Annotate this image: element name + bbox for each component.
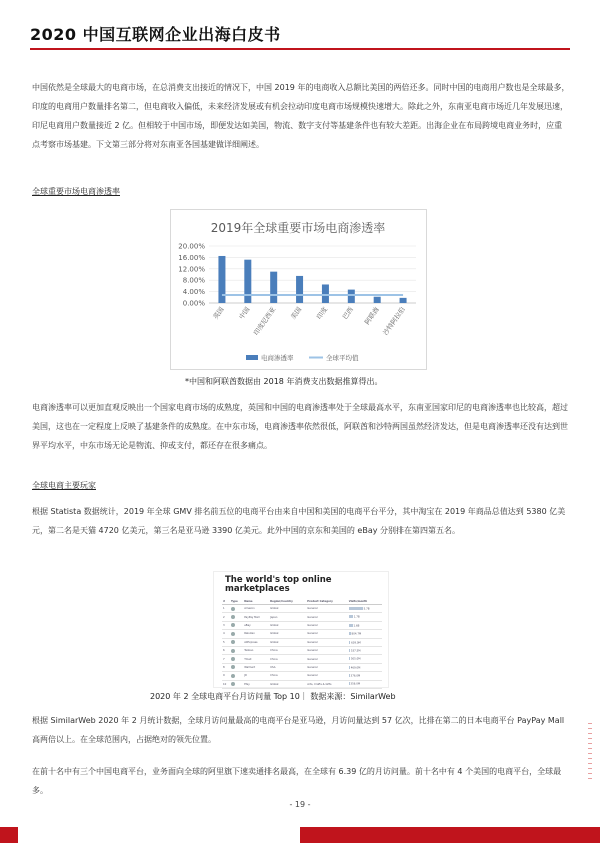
marketplaces-cell: General [306,605,348,613]
marketplace-visits-value: 376.0M [349,674,361,678]
marketplace-logo-icon [231,682,235,686]
legend-swatch-penetration [246,355,258,360]
paragraph-monthly-visits: 根据 SimilarWeb 2020 年 2 月统计数据，全球月访问量最高的电商平台是亚马逊，月访问量达到 57 亿次，比排在第二的日本电商平台 PayPay Mall 高两倍以上。在全球范围内，占据绝对的领先位置。 [32,716,565,744]
section-title-penetration: 全球重要市场电商渗透率 [32,187,120,196]
marketplaces-table-row [222,621,382,629]
marketplaces-cell: 2 [222,613,230,621]
marketplaces-cell: General [306,613,348,621]
marketplace-type-icon-cell [230,605,243,613]
marketplaces-cell [348,605,382,613]
chart-y-tick-label: 8.00% [182,276,205,285]
marketplaces-cell: General [306,630,348,638]
marketplaces-cell [348,672,382,680]
marketplaces-cell [348,638,382,646]
chart-footnote: *中国和阿联酋数据由 2018 年消费支出数据推算得出。 [185,377,383,386]
marketplaces-table-row [222,680,382,688]
chart-y-tick-label: 12.00% [178,265,205,274]
footer-bar-right [300,827,600,843]
marketplaces-header-cell: Type [230,598,243,605]
table-caption: 2020 年 2 全球电商平台月访问量 Top 10｜ 数据来源：SimilarWeb [150,692,396,701]
marketplaces-table-row [222,613,382,621]
marketplace-visits-value: 804.7M [350,632,362,636]
marketplace-type-icon-cell [230,663,243,671]
marketplaces-table-title [225,576,332,594]
chart-bar [348,290,355,303]
marketplace-type-icon-cell [230,655,243,663]
paragraph-penetration-analysis: 电商渗透率可以更加直观反映出一个国家电商市场的成熟度，英国和中国的电商渗透率处于全球最高水平，东南亚国家印尼的电商渗透率也比较高，超过美国，这也在一定程度上反映了基建条件的成熟度。在中东市场，电商渗透率依然很低，阿联酋和沙特两国虽然经济发达，但是电商渗透率还没有达到世界平均水平，中东市场无论是物流、抑或支付，都还存在很多痛点。 [32,403,568,450]
marketplaces-cell: Global [269,638,306,646]
legend-label-average: 全球平均值 [326,354,359,362]
marketplaces-cell: Rakuten [243,630,269,638]
marketplaces-cell [348,646,382,654]
marketplaces-table-row [222,672,382,680]
marketplaces-cell: Global [269,630,306,638]
marketplaces-cell: General [306,621,348,629]
penetration-chart-svg [171,210,426,369]
marketplaces-table [222,598,382,689]
marketplaces-table-image [213,571,389,688]
marketplace-type-icon-cell [230,646,243,654]
marketplaces-cell: Walmart [243,663,269,671]
paragraph-ecommerce-market: 中国依然是全球最大的电商市场，在总消费支出接近的情况下，中国 2019 年的电商收入总额比美国的两倍还多。同时中国的电商用户数也是全球最多，印度的电商用户数量排名第二，但电商收入偏低，未来经济发展或有机会拉动印度电商市场规模快速增大。除此之外，东南亚电商市场近几年发展迅速，印尼电商用户数量接近 2 亿。但相较于中国市场，即便发达如美国，物流、数字支付等基建条件也有较大差距。出海企业在布局跨境电商业务时，应重点考察市场基建。下文第三部分将对东南亚各国基建做详细阐述。 [32,83,570,149]
chart-y-tick-label: 20.00% [178,242,205,251]
marketplaces-table-row [222,605,382,613]
chart-x-tick-label: 巴西 [340,305,355,321]
marketplaces-cell: Etsy [243,680,269,688]
marketplaces-header-cell: Product Category [306,598,348,605]
marketplaces-cell: China [269,646,306,654]
marketplaces-cell: General [306,638,348,646]
chart-x-tick-label: 阿联酋 [363,305,381,327]
marketplace-visits-value: 505.0M [350,657,361,661]
chart-bar [270,272,277,303]
marketplaces-cell [348,655,382,663]
marketplaces-cell: General [306,646,348,654]
marketplace-type-icon-cell [230,613,243,621]
marketplaces-cell: Global [269,680,306,688]
marketplaces-cell: China [269,672,306,680]
marketplaces-cell: General [306,663,348,671]
marketplaces-table-row [222,630,382,638]
chart-title: 2019年全球重要市场电商渗透率 [210,221,386,235]
marketplaces-cell: 6 [222,646,230,654]
marketplace-visits-value: 1.6B [352,624,360,628]
marketplaces-cell: Japan [269,613,306,621]
marketplace-type-icon-cell [230,638,243,646]
chart-x-tick-label: 美国 [289,305,304,321]
marketplace-type-icon-cell [230,672,243,680]
marketplace-logo-icon [231,657,235,661]
marketplaces-title-line1: The world's top online [225,575,332,585]
marketplaces-header-cell: # [222,598,230,605]
marketplaces-cell: Tmall [243,655,269,663]
marketplaces-table-row [222,655,382,663]
marketplace-type-icon-cell [230,680,243,688]
marketplace-visits-value: 639.0M [350,641,361,644]
marketplaces-cell: Taobao [243,646,269,654]
marketplaces-cell: Global [269,605,306,613]
page-header-title: 2020 中国互联网企业出海白皮书 [30,25,281,44]
marketplaces-header-cell: Visits/month [348,598,382,605]
marketplaces-table-row [222,663,382,671]
marketplaces-table-row [222,646,382,654]
marketplaces-cell [348,630,382,638]
chart-bar [296,276,303,303]
section-title-major-players: 全球电商主要玩家 [32,481,96,490]
marketplace-logo-icon [231,665,235,669]
marketplace-visits-value: 469.0M [349,666,361,670]
marketplaces-cell: 7 [222,655,230,663]
chart-x-tick-label: 印度尼西亚 [252,305,278,337]
marketplaces-cell: China [269,655,306,663]
marketplaces-cell: USA [269,663,306,671]
marketplaces-cell: JD [243,672,269,680]
paragraph-top-ten-platforms: 在前十名中有三个中国电商平台，业务面向全球的阿里旗下速卖通排名最高，在全球有 6.39 亿的月访问量。前十名中有 4 个美国的电商平台，全球最多。 [32,767,562,795]
chart-y-tick-label: 0.00% [182,299,205,308]
marketplaces-cell: AliExpress [243,638,269,646]
marketplaces-cell: 5 [222,638,230,646]
paragraph-gmv-ranking: 根据 Statista 数据统计，2019 年全球 GMV 排名前五位的电商平台由来自中国和美国的电商平台平分，其中淘宝在 2019 年商品总值达到 5380 亿美元，第二名是天猫 4720 亿美元，第三名是亚马逊 3390 亿美元。此外中国的京东和美国的 eBay 分别排在第四第五名。 [32,507,566,535]
marketplaces-cell: General [306,672,348,680]
marketplace-visits-value: 1.7B [352,615,360,619]
marketplaces-cell [348,613,382,621]
marketplaces-table-row [222,638,382,646]
page-number: - 19 - [289,800,311,809]
marketplaces-cell [348,663,382,671]
marketplace-visits-value: 5.7B [362,607,370,611]
chart-x-tick-label: 沙特阿拉伯 [381,305,407,337]
chart-y-tick-label: 16.00% [178,253,205,262]
chart-bar [374,297,381,303]
penetration-chart [170,209,427,370]
marketplaces-cell: 10 [222,680,230,688]
chart-bar [400,298,407,303]
marketplaces-cell: 1 [222,605,230,613]
footer-bar-left [0,827,18,843]
chart-bar [244,260,251,303]
marketplaces-cell: General [306,655,348,663]
marketplace-logo-icon [231,632,235,636]
marketplace-visits-value: 356.0M [349,682,361,686]
chart-x-tick-label: 英国 [211,305,226,321]
marketplaces-cell: Amazon [243,605,269,613]
marketplaces-cell: eBay [243,621,269,629]
legend-label-penetration: 电商渗透率 [261,354,294,362]
decorative-dots [588,723,592,783]
chart-bar [322,284,329,303]
marketplace-logo-icon [231,649,235,653]
marketplaces-header-cell: Region/Country [269,598,306,605]
marketplaces-cell [348,680,382,688]
marketplace-logo-icon [231,623,235,627]
marketplace-visits-bar [349,607,363,610]
chart-x-tick-label: 印度 [315,305,330,321]
marketplace-logo-icon [231,607,235,611]
header-divider [30,48,570,50]
chart-y-tick-label: 4.00% [182,288,205,297]
marketplaces-cell: Global [269,621,306,629]
marketplace-visits-value: 537.5M [350,649,361,653]
marketplaces-header-cell: Name [243,598,269,605]
marketplace-type-icon-cell [230,621,243,629]
marketplaces-cell [348,621,382,629]
marketplaces-cell: Arts, Crafts & Gifts [306,680,348,688]
marketplaces-cell: 9 [222,672,230,680]
marketplaces-cell: 4 [222,630,230,638]
marketplace-logo-icon [231,615,235,619]
marketplace-logo-icon [231,640,235,644]
chart-x-tick-label: 中国 [237,305,252,321]
marketplaces-cell: 3 [222,621,230,629]
marketplaces-cell: PayPay Mall [243,613,269,621]
marketplaces-title-line2: marketplaces [225,584,290,594]
marketplace-type-icon-cell [230,630,243,638]
marketplaces-cell: 8 [222,663,230,671]
marketplace-logo-icon [231,674,235,678]
